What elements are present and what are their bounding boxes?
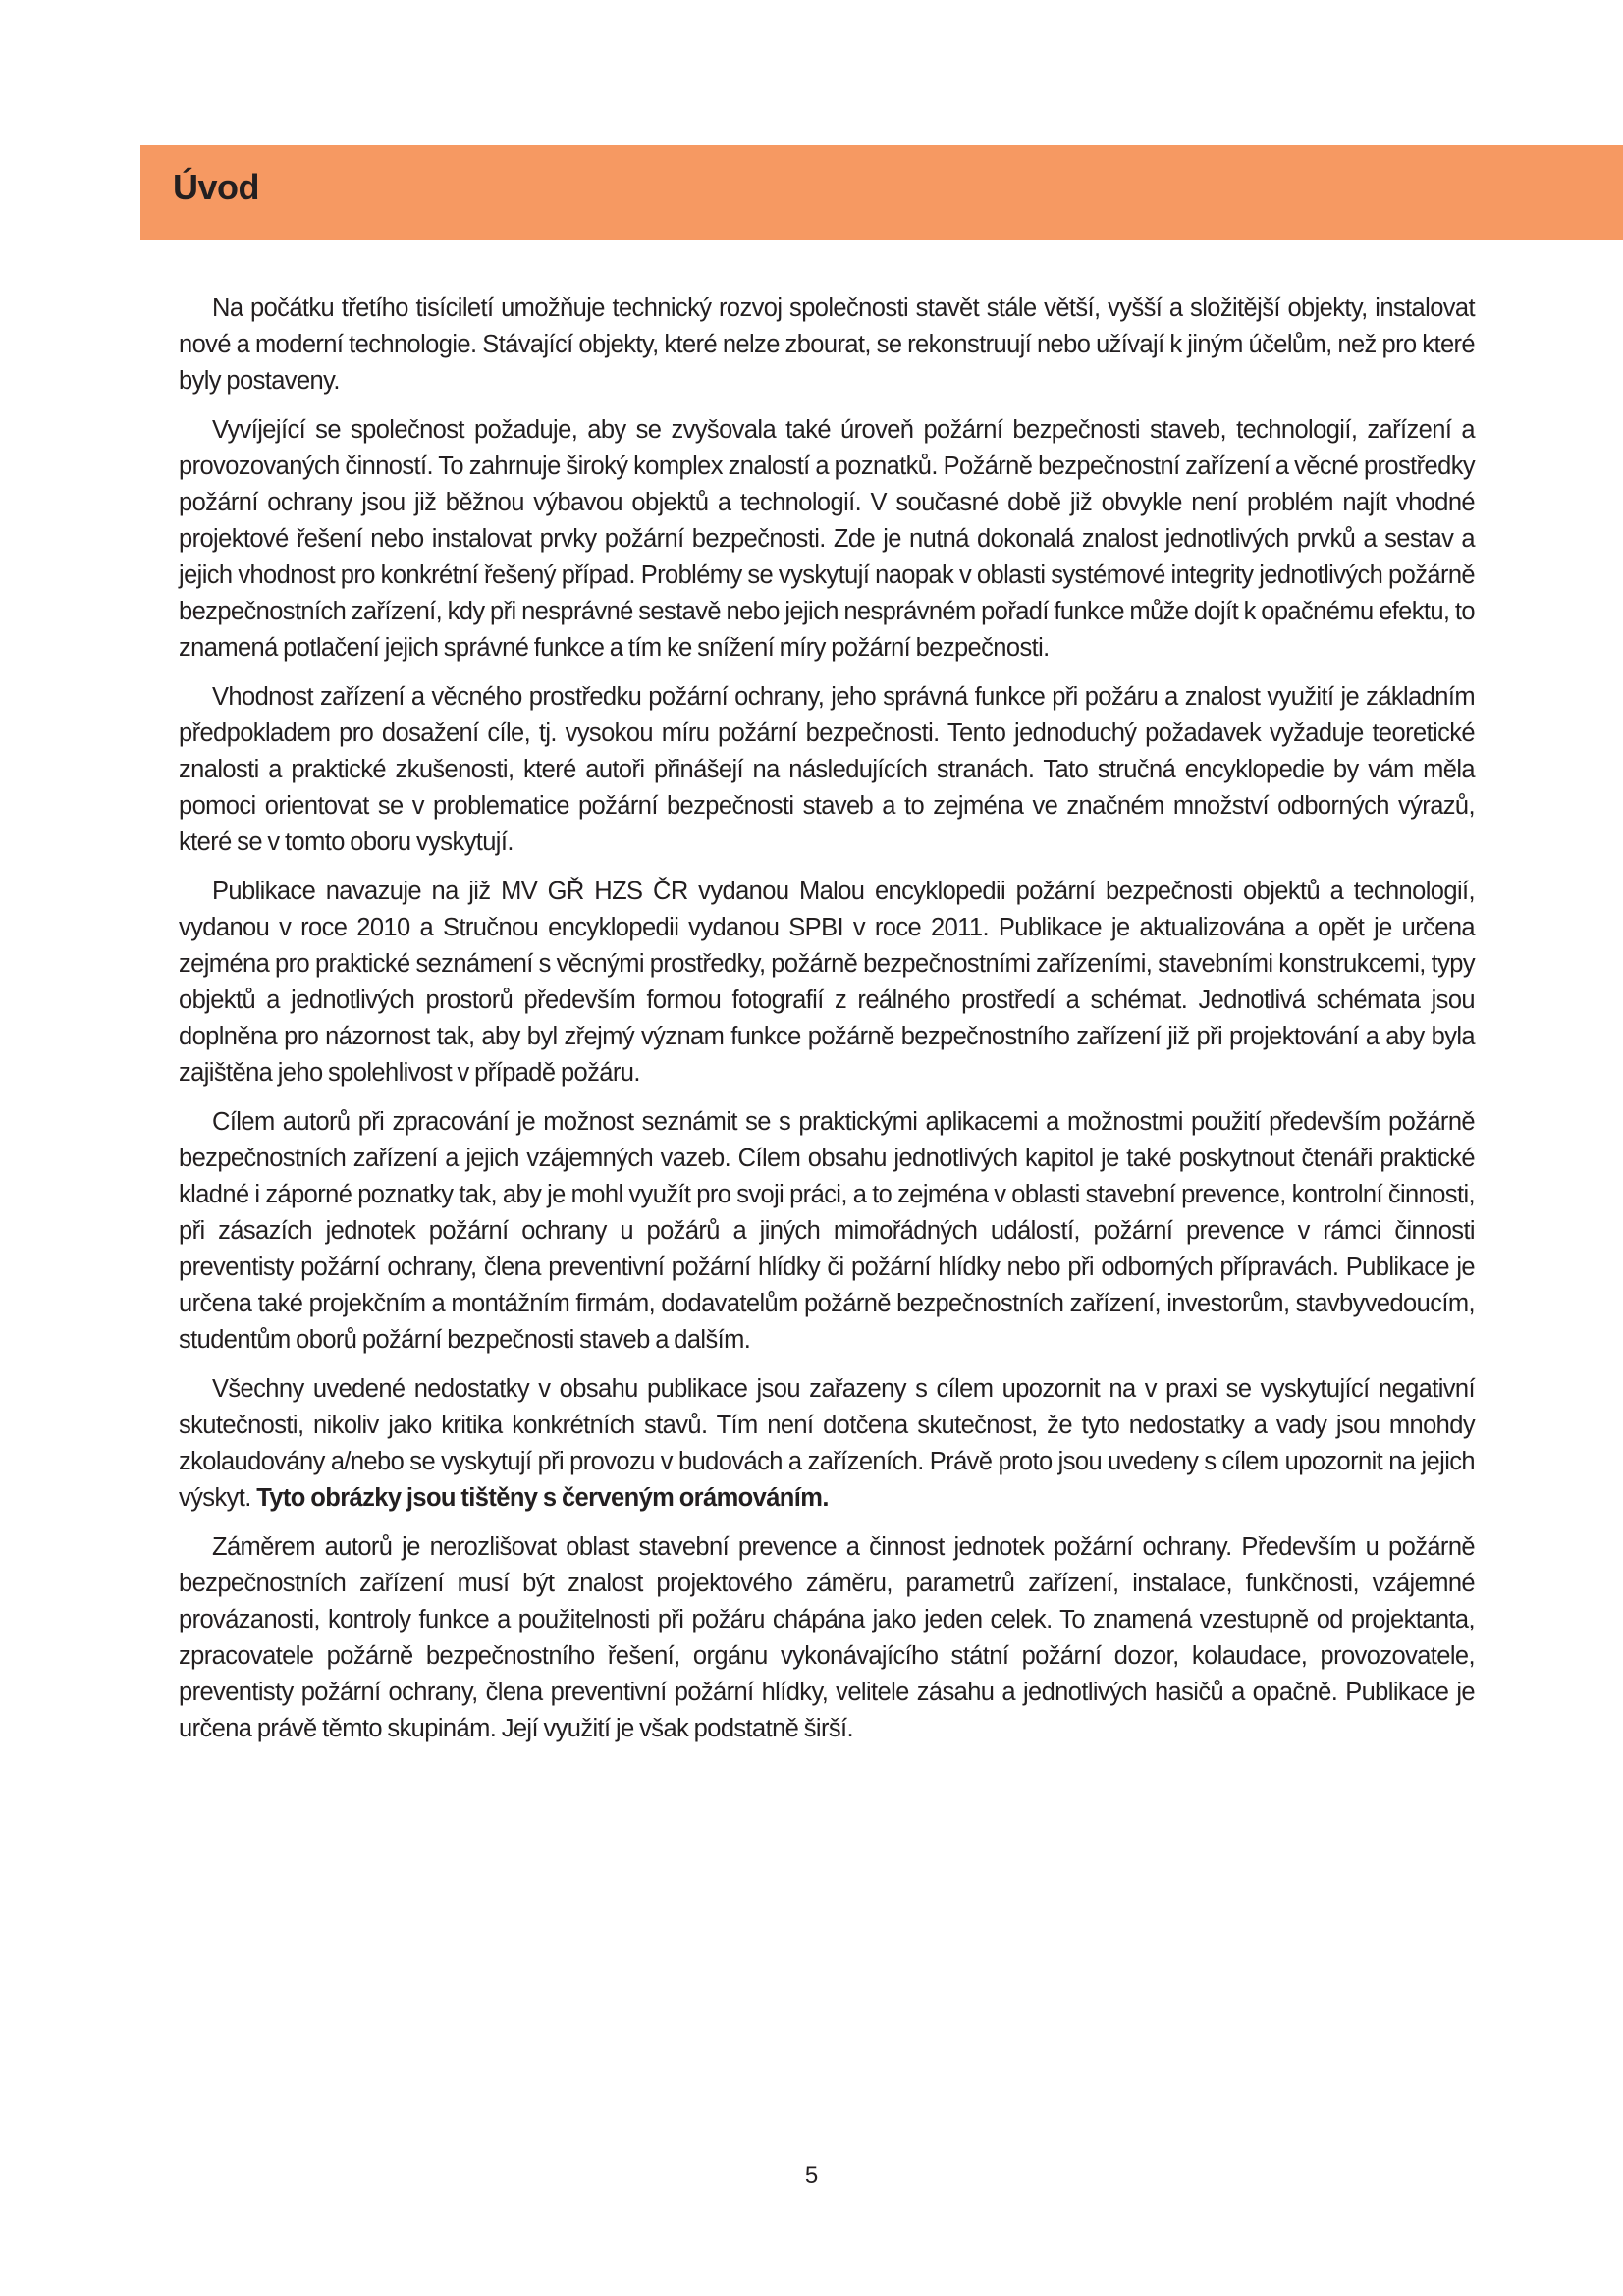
section-header-bar (140, 145, 1623, 240)
paragraph-intro (179, 291, 1475, 400)
paragraph-society-requirements (179, 412, 1475, 667)
paragraph-text: Publikace navazuje na již MV GŘ HZS ČR vydanou Malou encyklopedii požární bezpečnosti objektů a technologií, vydanou v roce 2010 a Stručnou encyklopedii vydanou SPBI v roce 2011. Publikace je aktualizována a opět je určena zejména pro praktické seznámení s věcnými prostředky, požárně bezpečnostními zařízeními, stavebními konstrukcemi, typy objektů a jednotlivých prostorů především formou fotografií z reálného prostředí a schémat. Jednotlivá schémata jsou doplněna pro názornost tak, aby byl zřejmý význam funkce požárně bezpečnostního zařízení již při projektování a aby byla zajištěna jeho spolehlivost v případě požáru. (179, 878, 1475, 1087)
paragraph-text: Záměrem autorů je nerozlišovat oblast stavební prevence a činnost jednotek požární ochrany. Především u požárně bezpečnostních zařízení musí být znalost projektového záměru, parametrů zařízení, instalace, funkčnosti, vzájemné provázanosti, kontroly funkce a použitelnosti při požáru chápána jako jeden celek. To znamená vzestupně od projektanta, zpracovatele požárně bezpečnostního řešení, orgánu vykonávajícího státní požární dozor, kolaudace, provozovatele, preventisty požární ochrany, člena preventivní požární hlídky, velitele zásahu a jednotlivých hasičů a opačně. Publikace je určena právě těmto skupinám. Její využití je však podstatně širší. (179, 1533, 1475, 1742)
paragraph-text: Cílem autorů při zpracování je možnost seznámit se s praktickými aplikacemi a možnostmi použití především požárně bezpečnostních zařízení a jejich vzájemných vazeb. Cílem obsahu jednotlivých kapitol je také poskytnout čtenáři praktické kladné i záporné poznatky tak, aby je mohl využít pro svoji práci, a to zejména v oblasti stavební prevence, kontrolní činnosti, při zásazích jednotek požární ochrany u požárů a jiných mimořádných událostí, požární prevence v rámci činnosti preventisty požární ochrany, člena preventivní požární hlídky či požární hlídky nebo při odborných přípravách. Publikace je určena také projekčním a montážním firmám, dodavatelům požárně bezpečnostních zařízení, investorům, stavbyvedoucím, studentům oborů požární bezpečnosti staveb a dalším. (179, 1108, 1475, 1354)
section-title: Úvod (173, 167, 259, 207)
body-text (179, 291, 1475, 1760)
paragraph-authors-goal (179, 1104, 1475, 1359)
paragraph-authors-intent (179, 1529, 1475, 1747)
paragraph-suitability (179, 679, 1475, 861)
paragraph-bold-note: Tyto obrázky jsou tištěny s červeným orámováním. (256, 1484, 829, 1512)
paragraph-publication-history (179, 874, 1475, 1092)
paragraph-text: Všechny uvedené nedostatky v obsahu publikace jsou zařazeny s cílem upozornit na v praxi se vyskytující negativní skutečnosti, nikoliv jako kritika konkrétních stavů. Tím není dotčena skutečnost, že tyto nedostatky a vady jsou mnohdy zkolaudovány a/nebo se vyskytují při provozu v budovách a zařízeních. Právě proto jsou uvedeny s cílem upozornit na jejich výskyt. (179, 1375, 1475, 1512)
paragraph-text: Vyvíjející se společnost požaduje, aby se zvyšovala také úroveň požární bezpečnosti staveb, technologií, zařízení a provozovaných činností. To zahrnuje široký komplex znalostí a poznatků. Požárně bezpečnostní zařízení a věcné prostředky požární ochrany jsou již běžnou výbavou objektů a technologií. V současné době již obvykle není problém najít vhodné projektové řešení nebo instalovat prvky požární bezpečnosti. Zde je nutná dokonalá znalost jednotlivých prvků a sestav a jejich vhodnost pro konkrétní řešený případ. Problémy se vyskytují naopak v oblasti systémové integrity jednotlivých požárně bezpečnostních zařízení, kdy při nesprávné sestavě nebo jejich nesprávném pořadí funkce může dojít k opačnému efektu, to znamená potlačení jejich správné funkce a tím ke snížení míry požární bezpečnosti. (179, 416, 1475, 662)
paragraph-deficiencies (179, 1371, 1475, 1517)
paragraph-text: Vhodnost zařízení a věcného prostředku požární ochrany, jeho správná funkce při požáru a znalost využití je základním předpokladem pro dosažení cíle, tj. vysokou míru požární bezpečnosti. Tento jednoduchý požadavek vyžaduje teoretické znalosti a praktické zkušenosti, které autoři přinášejí na následujících stranách. Tato stručná encyklopedie by vám měla pomoci orientovat se v problematice požární bezpečnosti staveb a to zejména ve značném množství odborných výrazů, které se v tomto oboru vyskytují. (179, 683, 1475, 856)
page-number: 5 (804, 2163, 819, 2189)
paragraph-text: Na počátku třetího tisíciletí umožňuje technický rozvoj společnosti stavět stále větší, vyšší a složitější objekty, instalovat nové a moderní technologie. Stávající objekty, které nelze zbourat, se rekonstruují nebo užívají k jiným účelům, než pro které byly postaveny. (179, 294, 1475, 395)
